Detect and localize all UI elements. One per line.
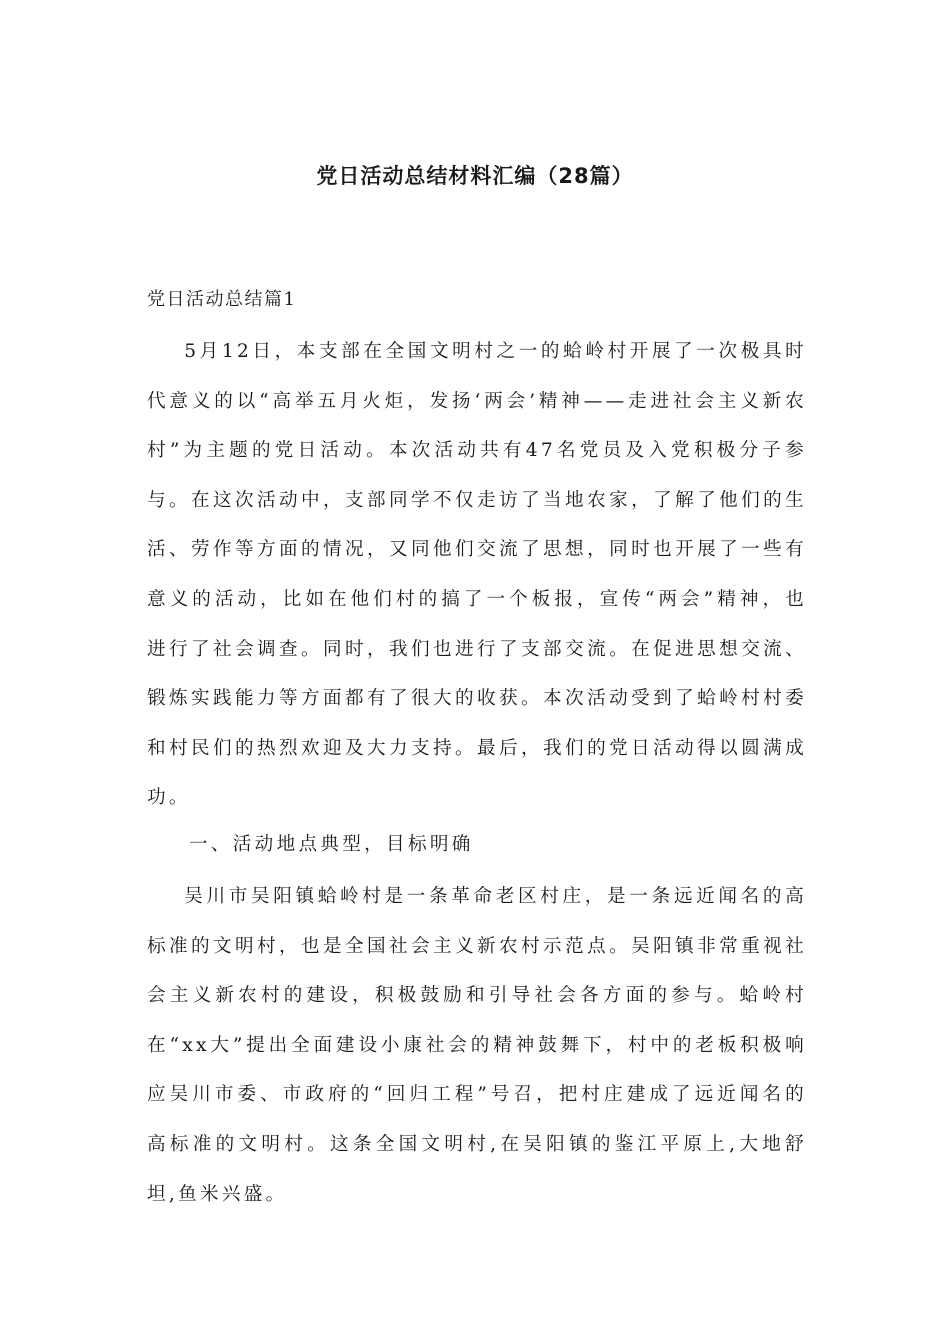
document-title: 党日活动总结材料汇编（28篇）	[316, 164, 634, 188]
paragraph-2: 吴川市吴阳镇蛤岭村是一条革命老区村庄，是一条远近闻名的高标准的文明村，也是全国社会主义新农村示范点。吴阳镇非常重视社会主义新农村的建设，积极鼓励和引导社会各方面的参与。蛤岭村在“xx大”提出全面建设小康社会的精神鼓舞下，村中的老板积极响应吴川市委、市政府的“回归工程”号召，把村庄建成了远近闻名的高标准的文明村。这条全国文明村,在吴阳镇的鉴江平原上,大地舒坦,鱼米兴盛。	[147, 886, 807, 1205]
paragraph-block	[147, 872, 807, 1219]
section-heading: 党日活动总结篇1	[147, 289, 297, 310]
paragraph-1: 5月12日，本支部在全国文明村之一的蛤岭村开展了一次极具时代意义的以“高举五月火炬，发扬‘两会’精神——走进社会主义新农村”为主题的党日活动。本次活动共有47名党员及入党积极分子参与。在这次活动中，支部同学不仅走访了当地农家，了解了他们的生活、劳作等方面的情况，又同他们交流了思想，同时也开展了一些有意义的活动，比如在他们村的搞了一个板报，宣传“两会”精神，也进行了社会调查。同时，我们也进行了支部交流。在促进思想交流、锻炼实践能力等方面都有了很大的收获。本次活动受到了蛤岭村村委和村民们的热烈欢迎及大力支持。最后，我们的党日活动得以圆满成功。	[147, 341, 807, 809]
sub-heading: 一、活动地点典型，目标明确	[189, 834, 474, 855]
paragraph-block	[147, 327, 807, 823]
